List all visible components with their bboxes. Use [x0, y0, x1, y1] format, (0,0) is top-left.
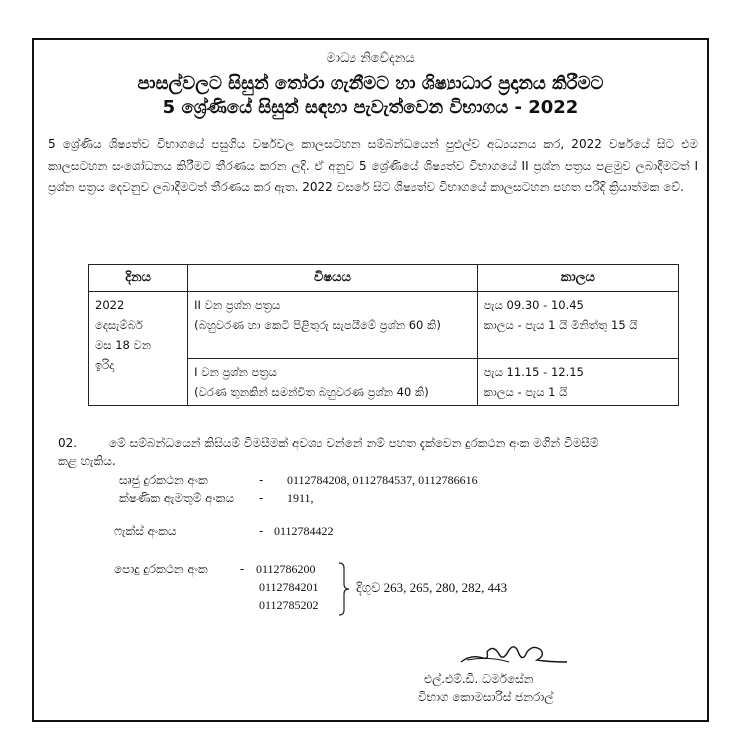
document-title-line2: 5 ශ්‍රේණියේ සිසුන් සඳහා පැවැත්වෙන විභාගය - 2022 — [162, 97, 579, 118]
hotline-number: 1911, — [287, 491, 314, 505]
time-cell — [477, 359, 678, 406]
brace-icon — [337, 562, 351, 616]
date-cell — [89, 292, 188, 406]
direct-phone-label: සෘජු දුරකථන අංක — [119, 473, 208, 487]
document-title-line1: පාසල්වලට සිසුන් තෝරා ගැනීමට හා ශිෂ්‍යාධාර ප්‍රදානය කිරීමට — [137, 73, 604, 94]
date-year: 2022 — [95, 298, 125, 312]
time-duration: කාලය - පැය 1 යි — [483, 385, 568, 399]
subject-paper-desc: (බහුවරණ හා කෙටි පිළිතුරු සැපයීමේ ප්‍රශ්න 60 කි) — [194, 318, 441, 332]
column-header-date: දිනය — [89, 265, 188, 292]
subject-cell — [188, 359, 477, 406]
time-cell — [477, 292, 678, 359]
signature-icon — [459, 640, 569, 672]
time-range: පැය 11.15 - 12.15 — [483, 365, 584, 379]
date-month: දෙසැම්බර් — [95, 318, 143, 332]
section-text: මේ සම්බන්ධයෙන් කිසියම් විමසීමක් අවශ්‍ය වන්නේ නම් පහත දැක්වෙන දුරකථන අංක මගින් විමසීම් — [109, 436, 599, 450]
fax-label: ෆැක්ස් අංකය — [114, 524, 177, 538]
general-phone-number-1: 0112786200 — [256, 562, 316, 576]
signatory-name: එල්.එම්.ඩී. ධර්මසේන — [424, 672, 534, 686]
extension-numbers: දිගුව 263, 265, 280, 282, 443 — [356, 580, 508, 595]
fax-number: 0112784422 — [274, 524, 334, 538]
table-header-row — [89, 265, 679, 292]
subject-paper-name: I වන ප්‍රශ්න පත්‍රය — [194, 365, 277, 379]
press-release-document — [32, 38, 709, 722]
time-duration: කාලය - පැය 1 යි මිනිත්තු 15 යි — [483, 318, 638, 332]
section-text-continued: කළ හැකිය. — [58, 454, 116, 468]
subject-paper-desc: (වරණ තුනකින් සමන්විත බහුවරණ ප්‍රශ්න 40 කි) — [194, 385, 429, 399]
exam-schedule-table — [88, 264, 679, 406]
general-phone-separator: - — [240, 562, 245, 576]
date-day: මස 18 වන — [95, 338, 152, 352]
date-weekday: ඉරිදා — [95, 358, 115, 372]
signatory-title: විභාග කොමසාරිස් ජනරාල් — [418, 690, 554, 704]
hotline-separator: - — [259, 491, 264, 505]
table-row — [89, 292, 679, 359]
subject-paper-name: II වන ප්‍රශ්න පත්‍රය — [194, 298, 281, 312]
direct-phone-separator: - — [259, 473, 264, 487]
general-phone-label: පොදු දුරකථන අංක — [114, 562, 208, 576]
fax-separator: - — [259, 524, 264, 538]
general-phone-number-3: 0112785202 — [259, 598, 319, 612]
time-range: පැය 09.30 - 10.45 — [483, 298, 584, 312]
document-label: මාධ්‍ය නිවේදනය — [326, 51, 415, 66]
direct-phone-numbers: 0112784208, 0112784537, 0112786616 — [287, 473, 478, 487]
column-header-time: කාලය — [477, 265, 678, 292]
general-phone-number-2: 0112784201 — [259, 580, 319, 594]
intro-paragraph: 5 ශ්‍රේණිය ශිෂ්‍යත්ව විභාගයේ පසුගිය වර්ෂවල කාලසටහන සම්බන්ධයෙන් පුළුල්ව අධ්‍යයනය කර, 2022 වර්ෂයේ සිට එම කාලසටහන සංශෝධනය කිරීමට තීරණය කරන ලදි. ඒ අනුව 5 ශ්‍රේණියේ ශිෂ්‍යත්ව විභාගයේ II ප්‍රශ්න පත්‍රය පළමුව ලබාදීමටත් I ප්‍රශ්න පත්‍රය දෙවනුව ලබාදීමටත් තීරණය කර ඇත. 2022 වසරේ සිට ශිෂ්‍යත්ව විභාගයේ කාලසටහන පහත පරිදි ක්‍රියාත්මක වේ. — [48, 137, 698, 194]
hotline-label: ක්ෂණික ඇමතුම් අංකය — [119, 491, 234, 505]
subject-cell — [188, 292, 477, 359]
section-number: 02. — [58, 436, 78, 450]
column-header-subject: විෂයය — [188, 265, 477, 292]
